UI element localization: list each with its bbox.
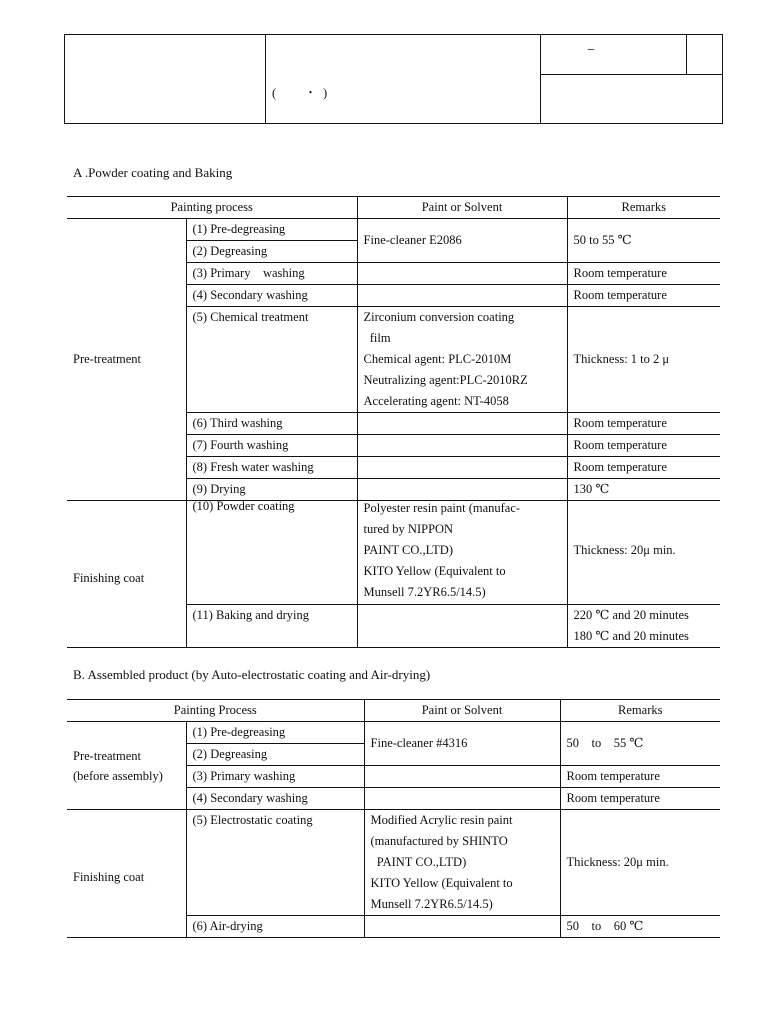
remarks-cell [567,605,720,648]
section-a-finishing-table [67,496,720,648]
step-cell: (1) Pre-degreasing [186,722,364,744]
step-cell: (4) Secondary washing [186,788,364,810]
step-cell: (10) Powder coating [186,496,357,605]
paint-line: PAINT CO.,LTD) [363,542,453,557]
col-painting-process: Painting Process [67,700,364,722]
paint-line: KITO Yellow (Equivalent to [363,563,506,578]
paint-line: (manufactured by SHINTO [370,834,508,848]
group-label-line: Pre-treatment [73,748,142,763]
step-cell: (11) Baking and drying [186,605,357,648]
step-cell: (1) Pre-degreasing [186,219,357,241]
col-paint-or-solvent: Paint or Solvent [364,700,560,722]
remarks-cell: 130 ℃ [567,479,720,501]
group-finishing-coat: Finishing coat [67,810,186,938]
paint-cell [357,605,567,648]
paint-cell-powder [357,496,567,605]
table-row [67,496,720,605]
paint-cell [357,413,567,435]
paint-cell [357,285,567,307]
table-row [67,810,720,916]
remarks-cell: Thickness: 20μ min. [560,810,720,916]
paint-cell [364,766,560,788]
document-header-box [64,34,723,124]
col-remarks: Remarks [567,197,720,219]
col-remarks: Remarks [560,700,720,722]
paint-line: Zirconium conversion coating [363,310,515,324]
remarks-cell: 50 to 55 ℃ [560,722,720,766]
remarks-cell: Room temperature [567,263,720,285]
paint-line: Polyester resin paint (manufac- [363,500,521,515]
remarks-cell: Thickness: 1 to 2 μ [567,307,720,413]
paint-cell [364,788,560,810]
table-row [67,219,720,241]
step-cell: (3) Primary washing [186,766,364,788]
paint-cell [357,457,567,479]
remarks-cell: Room temperature [567,285,720,307]
group-finishing-coat: Finishing coat [67,496,186,648]
step-cell: (8) Fresh water washing [186,457,357,479]
remarks-cell: 50 to 55 ℃ [567,219,720,263]
group-label-line: (before assembly) [73,768,163,783]
remarks-line: 180 ℃ and 20 minutes [573,629,689,643]
remarks-cell: Room temperature [560,766,720,788]
table-row [67,722,720,744]
paint-cell-electrostatic [364,810,560,916]
paint-cell [357,263,567,285]
group-pretreatment [67,722,186,810]
header-dash: − [587,43,595,58]
table-header-row [67,197,720,219]
paint-line: tured by NIPPON [363,521,454,536]
paint-cell: Fine-cleaner #4316 [364,722,560,766]
remarks-cell: Room temperature [560,788,720,810]
remarks-cell: Thickness: 20μ min. [567,496,720,605]
step-cell: (3) Primary washing [186,263,357,285]
step-cell: (5) Electrostatic coating [186,810,364,916]
step-cell: (2) Degreasing [186,744,364,766]
section-b-table [67,699,720,938]
remarks-cell: Room temperature [567,457,720,479]
paint-line: Munsell 7.2YR6.5/14.5) [363,584,486,599]
remarks-cell: Room temperature [567,413,720,435]
remarks-cell: Room temperature [567,435,720,457]
remarks-cell: 50 to 60 ℃ [560,916,720,938]
col-painting-process: Painting process [67,197,357,219]
paint-line: Chemical agent: PLC-2010M [363,352,512,366]
section-a-table [67,196,720,501]
paint-line: Modified Acrylic resin paint [370,813,513,827]
group-pretreatment: Pre-treatment [67,219,186,501]
step-cell: (6) Air-drying [186,916,364,938]
paint-cell [364,916,560,938]
header-parenthetical: ( ・ ) [272,86,328,100]
paint-cell [357,435,567,457]
table-header-row [67,700,720,722]
paint-line: film [363,331,391,345]
step-cell: (4) Secondary washing [186,285,357,307]
section-a-title: A .Powder coating and Baking [73,165,233,180]
paint-line: Accelerating agent: NT-4058 [363,394,509,408]
col-paint-or-solvent: Paint or Solvent [357,197,567,219]
step-cell: (7) Fourth washing [186,435,357,457]
paint-line: Neutralizing agent:PLC-2010RZ [363,373,528,387]
paint-cell-chemical [357,307,567,413]
remarks-line: 220 ℃ and 20 minutes [573,608,689,622]
section-b-title: B. Assembled product (by Auto-electrostatic coating and Air-drying) [73,667,431,682]
step-cell: (6) Third washing [186,413,357,435]
step-cell: (5) Chemical treatment [186,307,357,413]
paint-line: Munsell 7.2YR6.5/14.5) [370,897,493,911]
paint-cell: Fine-cleaner E2086 [357,219,567,263]
step-cell: (9) Drying [186,479,357,501]
paint-line: PAINT CO.,LTD) [370,855,467,869]
step-cell: (2) Degreasing [186,241,357,263]
paint-line: KITO Yellow (Equivalent to [370,876,513,890]
